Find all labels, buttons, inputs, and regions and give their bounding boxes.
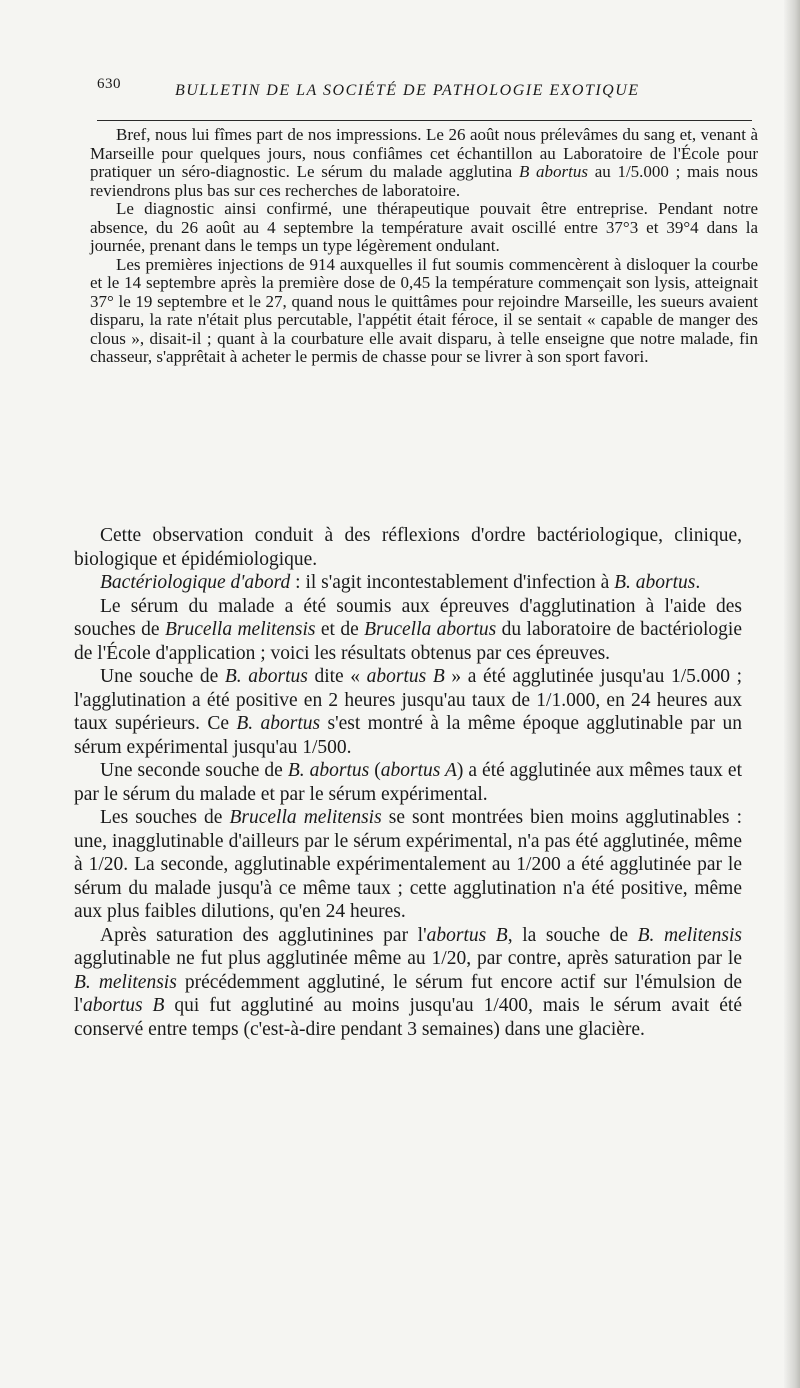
- paragraph: [74, 759, 742, 806]
- text-run: Les souches de: [100, 807, 230, 828]
- paragraph: [74, 524, 742, 571]
- text-run: » a été agglutinée jusqu'au 1/5.000 ; l'agglutination a été positive en 2 heures jusqu'au taux de 1/1.000, en 24 heures aux taux supérieurs. Ce: [74, 666, 743, 734]
- paragraph: [74, 924, 742, 1042]
- text-run: ) a été agglutinée aux mêmes taux et par le sérum du malade et par le sérum expérimental.: [74, 760, 742, 805]
- text-run: précédemment agglutiné, le sérum fut encore actif sur l'émulsion de l': [74, 971, 742, 1016]
- case-report-section: [90, 126, 758, 367]
- discussion-section: [74, 524, 742, 1041]
- text-run: : il s'agit incontestablement d'infection à: [290, 572, 615, 593]
- paragraph: [74, 571, 742, 595]
- italic-term: abortus B: [366, 666, 445, 687]
- text-run: Une seconde souche de: [100, 760, 288, 781]
- text-run: Une souche de: [100, 666, 225, 687]
- italic-term: Bactériologique d'abord: [100, 572, 291, 593]
- text-run: qui fut agglutiné au moins jusqu'au 1/400, mais le sérum avait été conservé entre temps (c'est-à-dire pendant 3 semaines) dans une glacière.: [74, 995, 742, 1040]
- paragraph: [74, 665, 742, 759]
- text-run: se sont montrées bien moins agglutinables : une, inagglutinable d'ailleurs par le sérum expérimental, n'a pas été agglutinée, même à 1/20. La seconde, agglutinable expérimentalement au 1/200 a été agglutinée par le sérum du malade jusqu'à ce même taux ; cette agglutination n'a été positive, même aux plus faibles dilutions, qu'en 24 heures.: [74, 807, 742, 922]
- text-run: au 1/5.000 ; mais nous reviendrons plus bas sur ces recherches de laboratoire.: [90, 162, 758, 200]
- text-run: (: [369, 760, 381, 781]
- page-edge-shadow: [784, 0, 800, 1388]
- running-head: BULLETIN DE LA SOCIÉTÉ DE PATHOLOGIE EXOTIQUE: [175, 82, 640, 99]
- paragraph: [90, 256, 758, 367]
- paragraph: [90, 126, 758, 200]
- page-number: 630: [97, 76, 121, 92]
- italic-term: abortus B: [82, 995, 165, 1016]
- text-run: Cette observation conduit à des réflexions d'ordre bactériologique, clinique, biologique et épidémiologique.: [74, 525, 742, 570]
- italic-term: B. melitensis: [637, 924, 742, 946]
- italic-term: Brucella abortus: [364, 619, 497, 640]
- text-run: Après saturation des agglutinines par l': [100, 924, 427, 946]
- header-rule: [97, 120, 752, 121]
- italic-term: Brucella melitensis: [229, 807, 382, 828]
- text-run: et de: [315, 619, 365, 640]
- page-header: [97, 72, 757, 112]
- text-run: agglutinable ne fut plus agglutinée même au 1/20, par contre, après saturation par le: [74, 948, 742, 969]
- text-run: dite «: [307, 666, 367, 687]
- text-run: Bref, nous lui fîmes part de nos impressions. Le 26 août nous prélevâmes du sang et, venant à Marseille pour quelques jours, nous confiâmes cet échantillon au Laboratoire de l'École pour pratiquer un séro-diagnostic. Le sérum du malade agglutina: [90, 125, 758, 181]
- italic-term: B. abortus: [614, 572, 696, 593]
- italic-term: B. melitensis: [74, 971, 177, 993]
- italic-term: Brucella melitensis: [164, 619, 316, 640]
- paragraph: [90, 200, 758, 256]
- italic-term: B. abortus: [224, 666, 308, 687]
- italic-term: B abortus: [518, 162, 588, 181]
- text-run: , la souche de: [507, 924, 638, 946]
- italic-term: abortus A: [380, 760, 457, 781]
- paragraph: [74, 806, 742, 924]
- text-run: Les premières injections de 914 auxquelles il fut soumis commencèrent à disloquer la courbe et le 14 septembre après la première dose de 0,45 la température commençait son lysis, atteignait 37° le 19 septembre et le 27, quand nous le quittâmes pour rejoindre Marseille, les sueurs avaient disparu, la rate n'était plus percutable, l'appétit était féroce, il se sentait « capable de manger des clous », disait-il ; quant à la courbature elle avait disparu, à telle enseigne que notre malade, fin chasseur, s'apprêtait à acheter le permis de chasse pour se livrer à son sport favori.: [90, 254, 758, 366]
- paragraph: [74, 595, 742, 666]
- italic-term: B. abortus: [236, 713, 321, 734]
- text-run: du laboratoire de bactériologie de l'École d'application ; voici les résultats obtenus par ces épreuves.: [74, 619, 742, 664]
- text-run: .: [695, 572, 701, 593]
- text-run: Le sérum du malade a été soumis aux épreuves d'agglutination à l'aide des souches de: [74, 595, 742, 640]
- italic-term: abortus B: [426, 924, 508, 946]
- text-run: s'est montré à la même époque agglutinable par un sérum expérimental jusqu'au 1/500.: [74, 713, 742, 758]
- italic-term: B. abortus: [287, 760, 370, 781]
- text-run: Le diagnostic ainsi confirmé, une thérapeutique pouvait être entreprise. Pendant notre absence, du 26 août au 4 septembre la température avait oscillé entre 37°3 et 39°4 dans la journée, prenant dans le temps un type légèrement ondulant.: [90, 199, 758, 255]
